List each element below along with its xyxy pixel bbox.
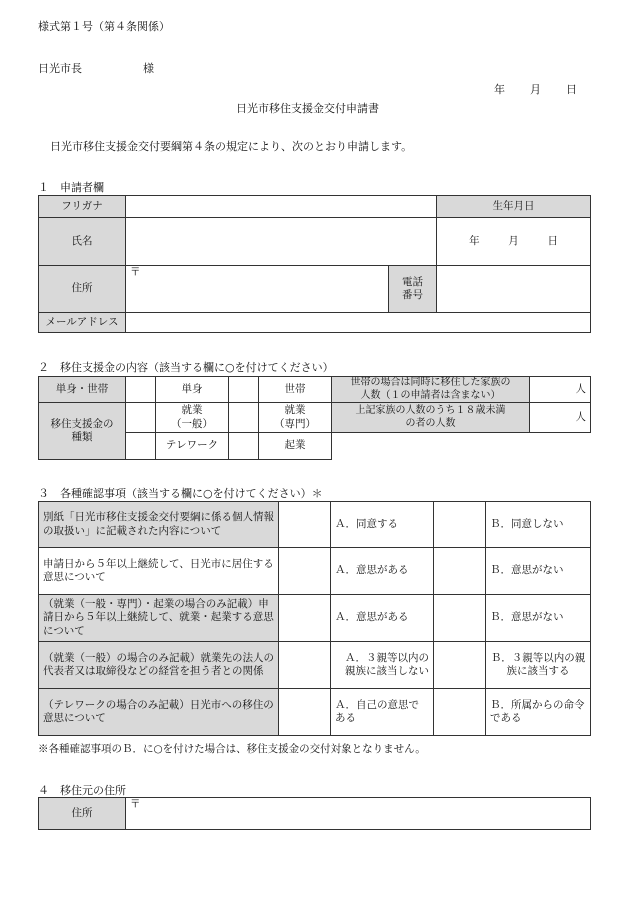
household-label: 世帯 [259,377,332,403]
applicant-table [38,195,591,333]
date-day-label: 日 [566,83,577,96]
document-title: 日光市移住支援金交付申請書 [236,102,379,115]
confirm-option-a-2: Ａ．意思がある [331,548,434,595]
email-field[interactable] [126,313,591,333]
confirmation-table [38,501,591,736]
confirm-question-4: （就業（一般）の場合のみ記載）就業先の法人の代表者又は取締役などの経営を担う者との関係 [39,642,279,689]
employment-general-line1: 就業 [181,404,203,417]
employment-general-line2: （一般） [171,417,213,430]
confirm-question-5: （テレワークの場合のみ記載）日光市への移住の意思について [39,689,279,736]
confirm-option-a-1: Ａ．同意する [331,502,434,548]
section4-heading: ４ 移住元の住所 [38,784,126,797]
previous-address-field[interactable] [126,798,591,830]
single-label: 単身 [156,377,229,403]
employment-special-line1: 就業 [284,404,306,417]
name-label: 氏名 [39,218,126,266]
addressee-honorific: 様 [143,62,154,75]
previous-address-label: 住所 [39,798,126,830]
intro-text: 日光市移住支援金交付要綱第４条の規定により、次のとおり申請します。 [50,140,413,153]
form-number: 様式第１号（第４条関係） [38,20,170,33]
single-household-label: 単身・世帯 [39,377,126,403]
birthdate-label: 生年月日 [437,196,591,218]
name-field[interactable] [126,218,437,266]
household-check-cell[interactable] [229,377,259,403]
family-count-field[interactable] [530,377,591,403]
confirm-row-1 [39,502,591,548]
support-type-line2: 種類 [71,431,93,443]
date-month-label: 月 [530,83,541,96]
birth-day-label: 日 [547,234,558,247]
date-year-label: 年 [494,83,505,96]
confirm-b-check-1[interactable] [434,502,486,548]
phone-label [389,266,437,313]
confirm-question-3: （就業（一般・専門）・起業の場合のみ記載）申請日から５年以上継続して、就業・起業する意思について [39,595,279,642]
startup-label: 起業 [259,433,332,460]
telework-check-cell[interactable] [126,433,156,460]
section2-heading: ２ 移住支援金の内容（該当する欄に○を付けてください） [38,361,334,374]
confirm-option-b-1: Ｂ．同意しない [486,502,591,548]
under18-label [332,403,530,433]
confirm-question-1: 別紙「日光市移住支援金交付要綱に係る個人情報の取扱い」に記載された内容について [39,502,279,548]
confirm-option-a-4: Ａ．３親等以内の親族に該当しない [331,642,434,689]
startup-check-cell[interactable] [229,433,259,460]
confirm-question-2: 申請日から５年以上継続して、日光市に居住する意思について [39,548,279,595]
confirm-a-check-4[interactable] [279,642,331,689]
support-type-label [39,403,126,460]
birthdate-field[interactable] [437,218,591,266]
employment-special-label [259,403,332,433]
confirm-a-check-1[interactable] [279,502,331,548]
confirm-row-4 [39,642,591,689]
section3-heading: ３ 各種確認事項（該当する欄に○を付けてください）＊ [38,487,323,500]
email-label: メールアドレス [39,313,126,333]
section1-heading: １ 申請者欄 [38,181,104,194]
confirmation-note: ※各種確認事項のＢ．に○を付けた場合は、移住支援金の交付対象となりません。 [38,743,426,755]
under18-unit: 人 [575,410,586,423]
confirm-b-check-4[interactable] [434,642,486,689]
support-type-line1: 移住支援金の [50,417,114,430]
single-check-cell[interactable] [126,377,156,403]
confirm-a-check-2[interactable] [279,548,331,595]
confirm-option-a-5: Ａ．自己の意思である [331,689,434,736]
phone-label-line1: 電話 [402,275,423,288]
under18-line2: の者の人数 [405,417,456,429]
employment-special-check-cell[interactable] [229,403,259,433]
confirm-b-check-2[interactable] [434,548,486,595]
previous-postal-mark: 〒 [130,798,141,810]
confirm-a-check-3[interactable] [279,595,331,642]
address-label: 住所 [39,266,126,313]
confirm-option-a-3: Ａ．意思がある [331,595,434,642]
previous-address-table [38,797,591,830]
confirm-option-b-2: Ｂ．意思がない [486,548,591,595]
postal-mark: 〒 [130,266,141,278]
confirm-option-b-4: Ｂ．３親等以内の親族に該当する [486,642,591,689]
confirm-option-b-3: Ｂ．意思がない [486,595,591,642]
family-count-label [332,377,530,403]
under18-field[interactable] [530,403,591,433]
furigana-label: フリガナ [39,196,126,218]
address-field[interactable] [126,266,389,313]
confirm-option-b-5: Ｂ．所属からの命令である [486,689,591,736]
family-count-line1: 世帯の場合は同時に移住した家族の [350,377,511,388]
employment-general-check-cell[interactable] [126,403,156,433]
employment-general-label [156,403,229,433]
confirm-a-check-5[interactable] [279,689,331,736]
under18-line1: 上記家族の人数のうち１８歳未満 [355,405,506,416]
confirm-row-5 [39,689,591,736]
addressee: 日光市長 [38,62,82,75]
furigana-field[interactable] [126,196,437,218]
family-count-line2: 人数（１の申請者は含まない） [360,389,501,401]
employment-special-line2: （専門） [274,417,316,430]
birth-year-label: 年 [469,234,480,247]
confirm-row-2 [39,548,591,595]
confirm-b-check-3[interactable] [434,595,486,642]
telework-label: テレワーク [156,433,229,460]
phone-field[interactable] [437,266,591,313]
birth-month-label: 月 [508,234,519,247]
confirm-row-3 [39,595,591,642]
blank-cell [332,433,591,460]
phone-label-line2: 番号 [402,289,423,301]
confirm-b-check-5[interactable] [434,689,486,736]
content-table [38,376,591,460]
family-count-unit: 人 [575,382,586,395]
